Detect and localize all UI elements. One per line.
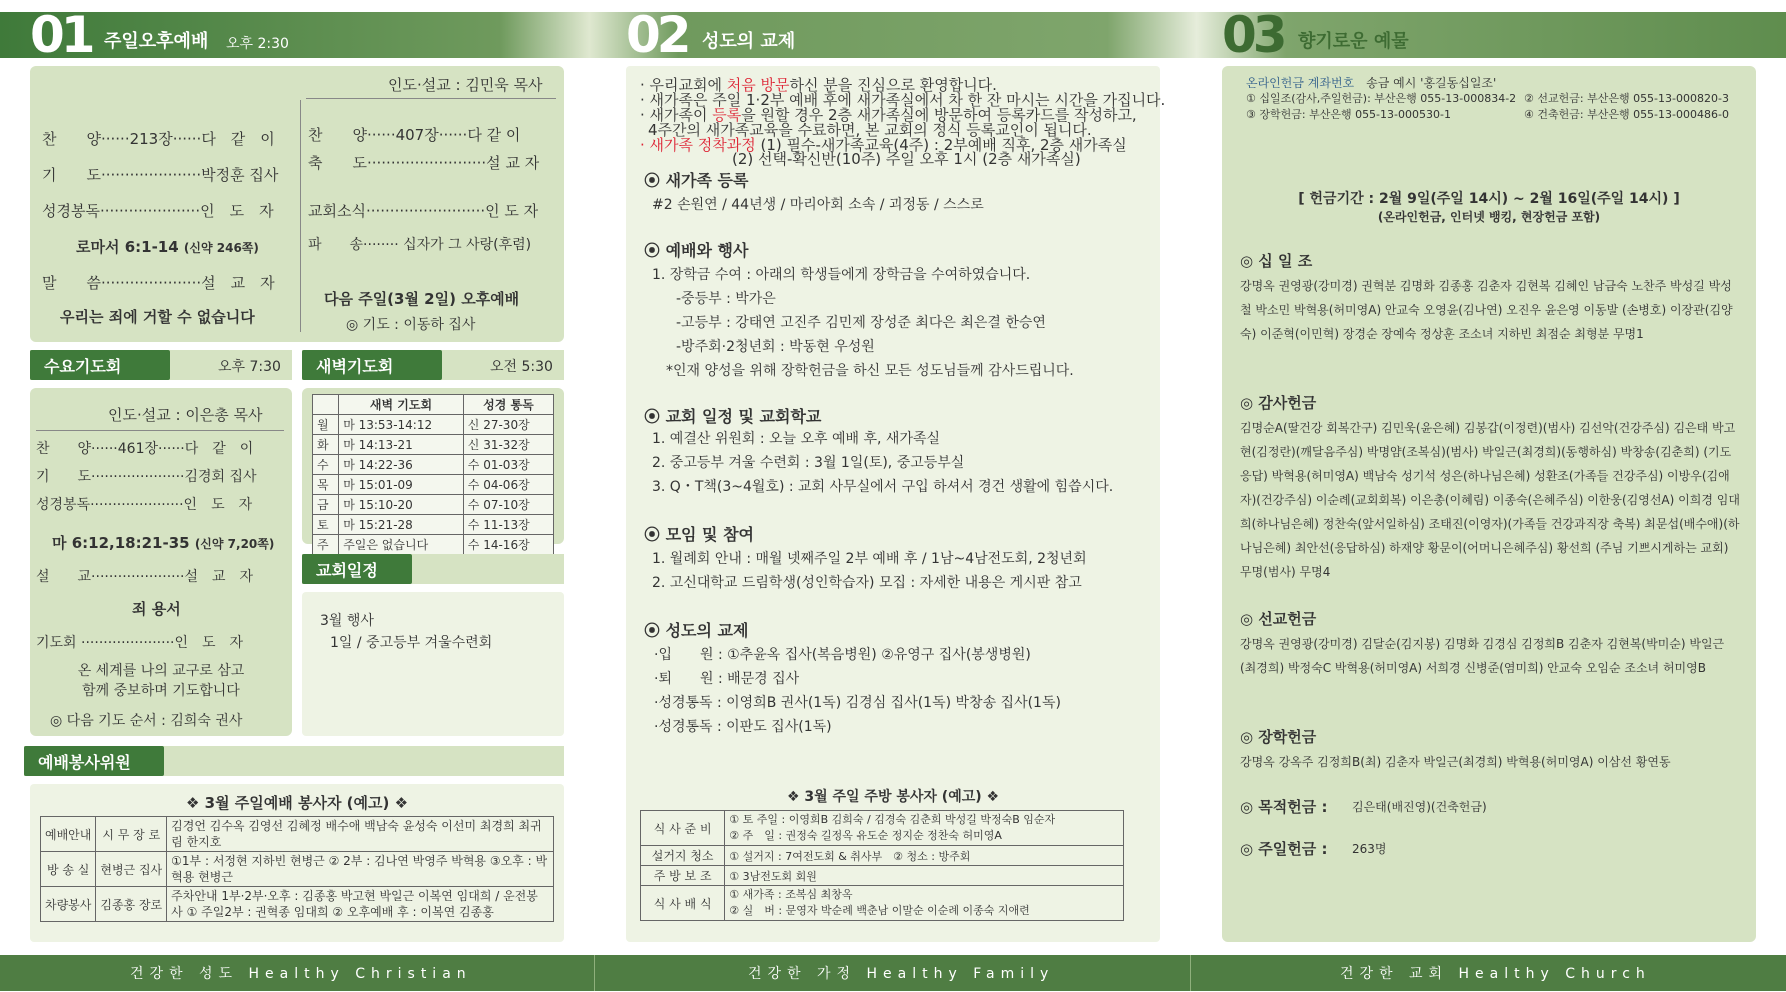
mission-names: 강명옥 권영광(강미경) 김달순(김지봉) 김명화 김경심 김정희B 김춘자 김현복(박미순) 박일근(최경희) 박정숙C 박혁용(허미영A) 서희경 신병준(염미희) 안교숙 오임순 조소녀 허미영B — [1240, 637, 1725, 675]
section-title-2: 성도의 교제 — [702, 31, 796, 52]
role-cell: 식 사 배 식 — [641, 886, 725, 921]
table-row — [313, 455, 554, 475]
service-label: 예배봉사위원 — [24, 746, 164, 776]
account-example: 송금 예시 '홍길동십일조' — [1366, 76, 1497, 90]
footer-text-3: 건강한 교회 Healthy Church — [1340, 966, 1651, 982]
wed-leader: 인도·설교 : 이은총 목사 — [108, 406, 263, 424]
schedule-title: 3월 행사 — [320, 613, 374, 629]
divider — [36, 430, 284, 431]
table-row — [641, 846, 1124, 866]
wed-sermon-title: 죄 용서 — [132, 600, 181, 618]
heading-mission: ◎ 선교헌금 — [1240, 610, 1317, 628]
dawn-time: 오전 5:30 — [490, 359, 553, 375]
section-title-1: 주일오후예배 — [104, 31, 209, 52]
day-cell: 월 — [313, 415, 339, 435]
wed-prayer: 기 도·····················김경회 집사 — [36, 469, 257, 485]
leader-cell: 시 무 장 로 — [96, 817, 167, 852]
wed-next-prayer: ◎ 다음 기도 순서 : 김희숙 권사 — [50, 713, 243, 729]
section-time-1: 오후 2:30 — [226, 36, 289, 52]
table-row — [313, 435, 554, 455]
kitchen-table — [640, 810, 1124, 921]
dawn-table — [312, 394, 554, 555]
notice-text: (1) 필수-새가족교육(4주) : 2부예배 직후, 2층 새가족실 — [755, 136, 1127, 154]
dawn-cell: 마 14:13-21 — [339, 435, 464, 455]
schedule-item: 1. 예결산 위원회 : 오늘 오후 예배 후, 새가족실 — [652, 431, 941, 447]
scripture-ref: 마 6:12,18:21-35 — [52, 534, 190, 552]
section-number-1: 01 — [30, 6, 92, 64]
role-cell: 방 송 실 — [41, 852, 96, 887]
purpose-names: 김은태(배진영)(건축헌금) — [1352, 800, 1487, 814]
sunday-news: 교회소식·························인 도 자 — [308, 202, 539, 220]
meeting-item: 1. 월례회 안내 : 매월 넷째주일 2부 예배 후 / 1남~4남전도회, 2청년회 — [652, 551, 1087, 567]
heading-scholarship: ◎ 장학헌금 — [1240, 728, 1317, 746]
offering-period: [ 헌금기간 : 2월 9일(주일 14시) ~ 2월 16일(주일 14시) ] — [1298, 191, 1680, 207]
divider — [594, 955, 595, 991]
day-cell: 토 — [313, 515, 339, 535]
sunday-hymn-2: 찬 양······407장······다 같 이 — [308, 126, 521, 144]
notice-2: · 새가족은 주일 1·2부 예배 후에 새가족실에서 차 한 잔 마시는 시간을 가집니다. — [640, 91, 1166, 109]
table-row — [41, 852, 554, 887]
sunday-count: 263명 — [1352, 842, 1387, 856]
worship-item: 1. 장학금 수여 : 아래의 학생들에게 장학금을 수여하였습니다. — [652, 267, 1031, 283]
fellowship-item: ·성경통독 : 이판도 집사(1독) — [654, 719, 832, 735]
table-row — [641, 886, 1124, 921]
dawn-col-header: 새벽 기도회 — [339, 395, 464, 415]
scripture-page: (신약 7,20쪽) — [194, 537, 275, 551]
notice-highlight: · 새가족 정착과정 — [640, 136, 756, 154]
members-cell: 김경언 김수옥 김영선 김혜정 배수애 백남숙 윤성숙 이선미 최경희 최귀림 한지호 — [167, 817, 554, 852]
reading-cell: 수 04-06장 — [463, 475, 553, 495]
sunday-sermon-title: 우리는 죄에 거할 수 없습니다 — [60, 308, 255, 326]
account-heading — [1246, 74, 1496, 91]
sunday-sermon: 말 씀·····················설 교 자 — [42, 274, 275, 292]
duty-line: ② 실 버 : 문영자 박순례 백춘남 이말순 이순례 이종숙 지애련 — [729, 904, 1030, 917]
worship-item: -고등부 : 강태연 고진주 김민제 장성준 최다은 최은결 한승연 — [676, 315, 1046, 331]
scripture-page: (신약 246쪽) — [183, 241, 259, 255]
sunday-scripture-ref — [76, 236, 259, 257]
wed-motto-1: 온 세계를 나의 교구로 삼고 — [77, 663, 245, 679]
reading-cell: 수 07-10장 — [463, 495, 553, 515]
divider — [300, 100, 301, 332]
account-3: ③ 장학헌금: 부산은행 055-13-000530-1 — [1246, 108, 1451, 121]
role-cell: 차량봉사 — [41, 887, 96, 922]
members-cell: 주차안내 1부·2부·오후 : 김종홍 박고현 박일근 이복연 임대희 / 운전봉사 ① 주일2부 : 권혁종 임대희 ② 오후예배 후 : 이복연 김종홍 — [167, 887, 554, 922]
dawn-cell: 마 13:53-14:12 — [339, 415, 464, 435]
heading-new-family: ⦿ 새가족 등록 — [644, 171, 749, 190]
section-number-2: 02 — [626, 6, 688, 64]
day-cell: 목 — [313, 475, 339, 495]
wed-motto-2: 함께 중보하며 기도합니다 — [82, 683, 240, 699]
service-title: ❖ 3월 주일예배 봉사자 (예고) ❖ — [185, 794, 409, 812]
table-row — [313, 415, 554, 435]
heading-thanks: ◎ 감사헌금 — [1240, 394, 1317, 412]
heading-purpose: ◎ 목적헌금 : — [1240, 798, 1328, 816]
role-cell: 설거지 청소 — [641, 846, 725, 866]
notice-highlight: 처음 방문 — [726, 76, 790, 94]
divider — [1190, 955, 1191, 991]
scholarship-names: 강명옥 강옥주 김정희B(최) 김춘자 박일근(최경희) 박혁용(허미영A) 이삼선 황연동 — [1240, 755, 1671, 769]
notice-text: · 우리교회에 — [640, 76, 727, 94]
day-cell: 주 — [313, 535, 339, 555]
worship-item: *인재 양성을 위해 장학헌금을 하신 모든 성도님들께 감사드립니다. — [666, 363, 1074, 379]
account-label: 온라인헌금 계좌번호 — [1246, 76, 1355, 90]
day-cell: 금 — [313, 495, 339, 515]
divider — [306, 98, 556, 99]
footer-text-2: 건강한 가정 Healthy Family — [748, 966, 1055, 982]
heading-sunday: ◎ 주일헌금 : — [1240, 840, 1328, 858]
schedule-label: 교회일정 — [302, 554, 412, 584]
worship-item: -방주회·2청년회 : 박동현 우성원 — [676, 339, 875, 355]
meeting-item: 2. 고신대학교 드림학생(성인학습자) 모집 : 자세한 내용은 게시판 참고 — [652, 575, 1082, 591]
fellowship-item: ·성경통독 : 이영희B 권사(1독) 김경심 집사(1독) 박창송 집사(1독) — [654, 695, 1061, 711]
table-row — [313, 515, 554, 535]
table-row — [41, 887, 554, 922]
section-title-3: 향기로운 예물 — [1298, 31, 1409, 52]
duty-line: ① 설거지 : 7여전도회 & 취사부 ② 청소 : 방주회 — [725, 846, 1124, 866]
dawn-label: 새벽기도회 — [302, 350, 442, 380]
sunday-benediction: 축 도·························설 교 자 — [308, 154, 540, 172]
wed-time: 오후 7:30 — [218, 359, 281, 375]
leader-cell: 김종홍 장로 — [96, 887, 167, 922]
dawn-cell: 마 15:21-28 — [339, 515, 464, 535]
notice-text: · 새가족이 — [640, 106, 713, 124]
wed-label: 수요기도회 — [30, 350, 170, 380]
reading-cell: 신 27-30장 — [463, 415, 553, 435]
sunday-sending: 파 송········ 십자가 그 사랑(후렴) — [308, 237, 532, 253]
duty-line: ① 3남전도회 회원 — [725, 866, 1124, 886]
wed-scripture: 성경봉독·····················인 도 자 — [36, 497, 253, 513]
duty-line: ① 새가족 : 조복심 최창옥 — [729, 888, 853, 901]
fellowship-item: ·입 원 : ①추윤옥 집사(복음병원) ②유영구 집사(봉생병원) — [654, 647, 1031, 663]
dawn-cell: 주일은 없습니다 — [339, 535, 464, 555]
schedule-item: 3. Q・T책(3~4월호) : 교회 사무실에서 구입 하셔서 경건 생활에 힘씁시다. — [652, 479, 1114, 495]
schedule-item: 2. 중고등부 겨울 수련회 : 3월 1일(토), 중고등부실 — [652, 455, 965, 471]
wed-prayer-meeting: 기도회 ·····················인 도 자 — [36, 635, 244, 651]
table-row — [641, 811, 1124, 846]
dawn-cell: 마 15:10-20 — [339, 495, 464, 515]
scripture-ref: 로마서 6:1-14 — [76, 238, 179, 256]
notice-4: 4주간의 새가족교육을 수료하면, 본 교회의 정식 등록교인이 됩니다. — [648, 121, 1092, 139]
kitchen-title: ❖ 3월 주일 주방 봉사자 (예고) ❖ — [786, 789, 1000, 805]
table-row — [41, 817, 554, 852]
duty-line: ② 주 일 : 권정숙 길정옥 유도순 정지순 정찬숙 허미영A — [729, 829, 1002, 842]
duty-line: ① 토 주일 : 이영희B 김희숙 / 김경숙 김춘희 박성길 박정숙B 임순자 — [729, 813, 1056, 826]
service-table — [40, 816, 554, 922]
account-2: ② 선교헌금: 부산은행 055-13-000820-3 — [1524, 92, 1729, 105]
reading-cell: 수 01-03장 — [463, 455, 553, 475]
reading-cell: 수 14-16장 — [463, 535, 553, 555]
wed-scripture-ref — [52, 532, 274, 553]
offering-period-note: (온라인헌금, 인터넷 뱅킹, 현장헌금 포함) — [1377, 210, 1601, 224]
table-row — [313, 495, 554, 515]
day-cell: 수 — [313, 455, 339, 475]
section-number-3: 03 — [1222, 6, 1284, 64]
reading-cell: 수 11-13장 — [463, 515, 553, 535]
thanks-names: 김명순A(딸건강 회복간구) 김민욱(윤은혜) 김봉갑(이정련)(범사) 김선악(건강주심) 김은태 박고현(김정란)(깨달음주심) 박명얌(조복심)(범사) 박일근(최경희)(동행하심) 박창송(김춘희) (기도응답) 박혁용(허미영A) 백남숙 성기석 성은(하나님은혜) 성환조(가족들 건강주심) 이방우(김애자)(건강주심) 이순례(교회회복) 이은총(이혜림) 이종숙(은혜주심) 이한웅(김영선A) 이희경 임대희(하나님은혜) 정찬숙(앞서일하심) 조태진(이영자)(가족들 건강과직장 축복) 최문섭(배수애)(하나님은혜) 최안선(응답하심) 하재양 황문이(어머니은혜주심) 황선희 (주님 기쁘시게하는 교회) 무명(범사) 무명4 — [1240, 421, 1740, 579]
next-sunday: 다음 주일(3월 2일) 오후예배 — [324, 290, 520, 308]
dawn-cell: 마 15:01-09 — [339, 475, 464, 495]
wed-sermon: 설 교·····················설 교 자 — [36, 569, 254, 585]
role-cell: 식 사 준 비 — [641, 811, 725, 846]
table-row — [313, 535, 554, 555]
dawn-cell: 마 14:22-36 — [339, 455, 464, 475]
heading-meetings: ⦿ 모임 및 참여 — [644, 525, 754, 544]
leader-cell: 현병근 집사 — [96, 852, 167, 887]
notice-6: (2) 선택-확신반(10주) 주일 오후 1시 (2층 새가족실) — [732, 150, 1081, 168]
table-row — [313, 475, 554, 495]
worship-item: -중등부 : 박가은 — [676, 291, 776, 307]
new-family-item: #2 손원연 / 44년생 / 마리아회 소속 / 괴정동 / 스스로 — [652, 197, 984, 213]
notice-highlight: 등록 — [712, 106, 742, 124]
members-cell: ①1부 : 서정현 지하빈 현병근 ② 2부 : 김나연 박영주 박혁용 ③오후 : 박혁용 현병근 — [167, 852, 554, 887]
heading-worship: ⦿ 예배와 행사 — [644, 241, 749, 260]
schedule-item: 1일 / 중고등부 겨울수련회 — [330, 635, 493, 651]
reading-cell: 신 31-32장 — [463, 435, 553, 455]
notice-text: 을 원할 경우 2층 새가족실에 방문하여 등록카드를 작성하고, — [741, 106, 1137, 124]
fellowship-item: ·퇴 원 : 배문경 집사 — [654, 671, 800, 687]
sunday-prayer: 기 도·····················박정훈 집사 — [42, 166, 279, 184]
table-row — [641, 866, 1124, 886]
dawn-col-header: 성경 통독 — [463, 395, 553, 415]
day-cell: 화 — [313, 435, 339, 455]
next-prayer: ◎ 기도 : 이동하 집사 — [346, 317, 476, 333]
heading-fellowship: ⦿ 성도의 교제 — [644, 621, 749, 640]
notice-text: 하신 분을 진심으로 환영합니다. — [789, 76, 997, 94]
role-cell: 주 방 보 조 — [641, 866, 725, 886]
account-1: ① 십일조(감사,주일헌금): 부산은행 055-13-000834-2 — [1246, 92, 1517, 105]
sunday-hymn-1: 찬 양······213장······다 같 이 — [42, 130, 275, 148]
wed-hymn: 찬 양······461장······다 같 이 — [36, 441, 254, 457]
sunday-leader: 인도·설교 : 김민욱 목사 — [388, 76, 543, 94]
account-4: ④ 건축헌금: 부산은행 055-13-000486-0 — [1524, 108, 1729, 121]
sunday-scripture: 성경봉독·····················인 도 자 — [42, 202, 274, 220]
tithe-names: 강명옥 권영광(강미경) 권혁분 김명화 김종홍 김춘자 김현복 김혜인 남금숙 노찬주 박성길 박성철 박소민 박혁용(허미영A) 안교숙 오영윤(김나연) 오진우 윤은영 이동발 (손병호) 이장관(김양숙) 이준혁(이민혁) 장경순 장예숙 정상훈 조소녀 지하빈 최점순 최형분 무명1 — [1240, 279, 1733, 341]
footer-text-1: 건강한 성도 Healthy Christian — [130, 966, 472, 982]
heading-tithe: ◎ 십 일 조 — [1240, 252, 1313, 270]
heading-schedule: ⦿ 교회 일정 및 교회학교 — [644, 407, 822, 426]
role-cell: 예배안내 — [41, 817, 96, 852]
